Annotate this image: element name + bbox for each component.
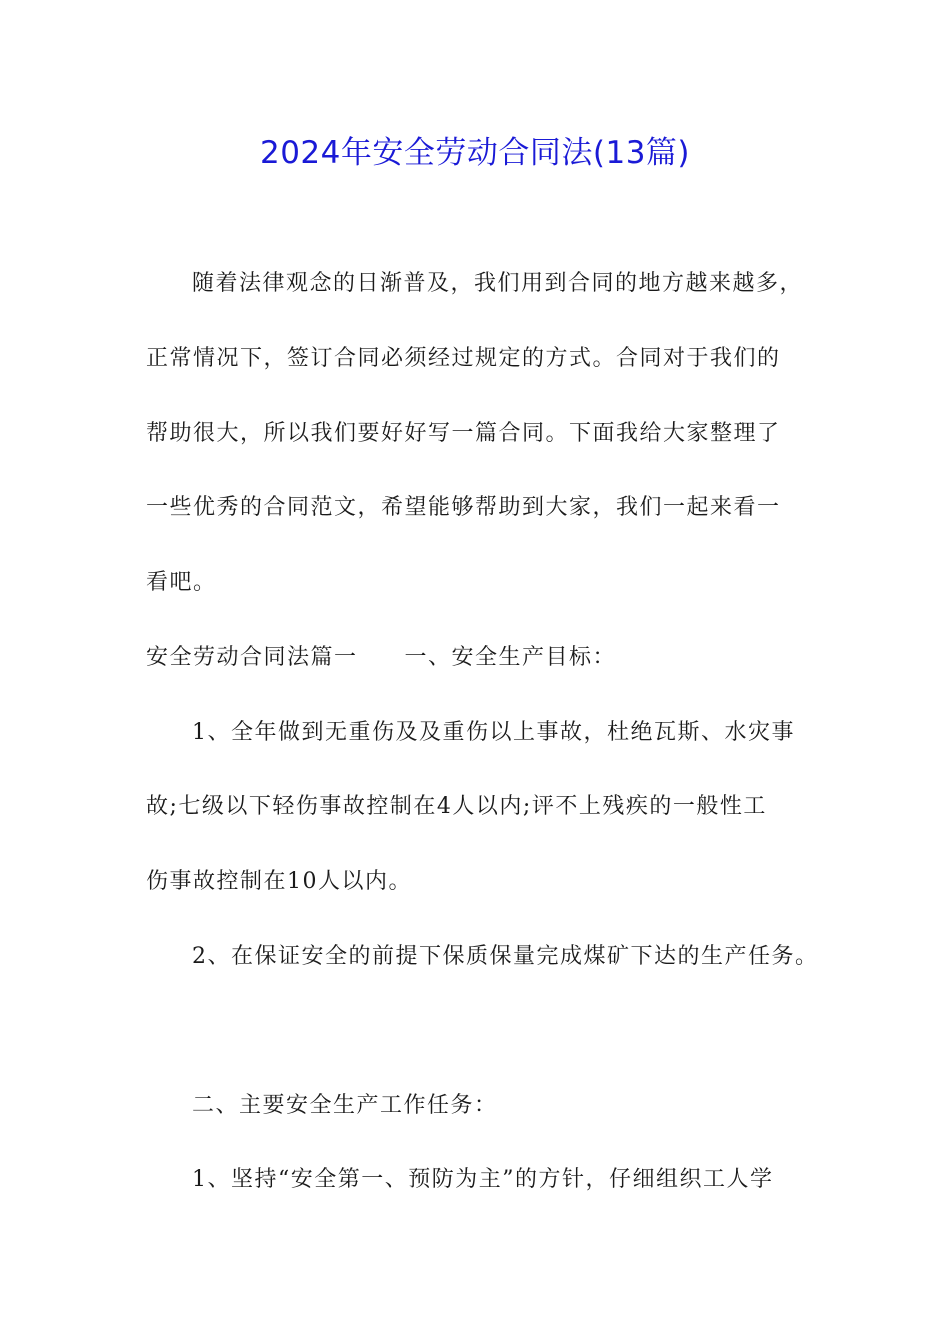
paragraph-line-1: 随着法律观念的日渐普及，我们用到合同的地方越来越多， <box>192 271 804 296</box>
list-item-line-5: 1、坚持“安全第一、预防为主”的方针，仔细组织工人学 <box>192 1167 774 1192</box>
document-title: 2024年安全劳动合同法(13篇) <box>259 135 691 171</box>
list-item-line-3: 伤事故控制在10人以内。 <box>146 869 412 894</box>
list-item-line-2: 故;七级以下轻伤事故控制在4人以内;评不上残疾的一般性工 <box>146 794 767 819</box>
list-item-line-1: 1、全年做到无重伤及及重伤以上事故，杜绝瓦斯、水灾事 <box>192 720 795 745</box>
paragraph-line-2: 正常情况下，签订合同必须经过规定的方式。合同对于我们的 <box>146 346 781 371</box>
list-item-line-4: 2、在保证安全的前提下保质保量完成煤矿下达的生产任务。 <box>192 944 819 969</box>
paragraph-line-4: 一些优秀的合同范文，希望能够帮助到大家，我们一起来看一 <box>146 495 781 520</box>
section-heading-1: 安全劳动合同法篇一 一、安全生产目标： <box>146 645 617 670</box>
paragraph-line-3: 帮助很大，所以我们要好好写一篇合同。下面我给大家整理了 <box>146 421 781 446</box>
paragraph-line-5: 看吧。 <box>146 570 217 595</box>
section-heading-2: 二、主要安全生产工作任务： <box>192 1093 498 1118</box>
